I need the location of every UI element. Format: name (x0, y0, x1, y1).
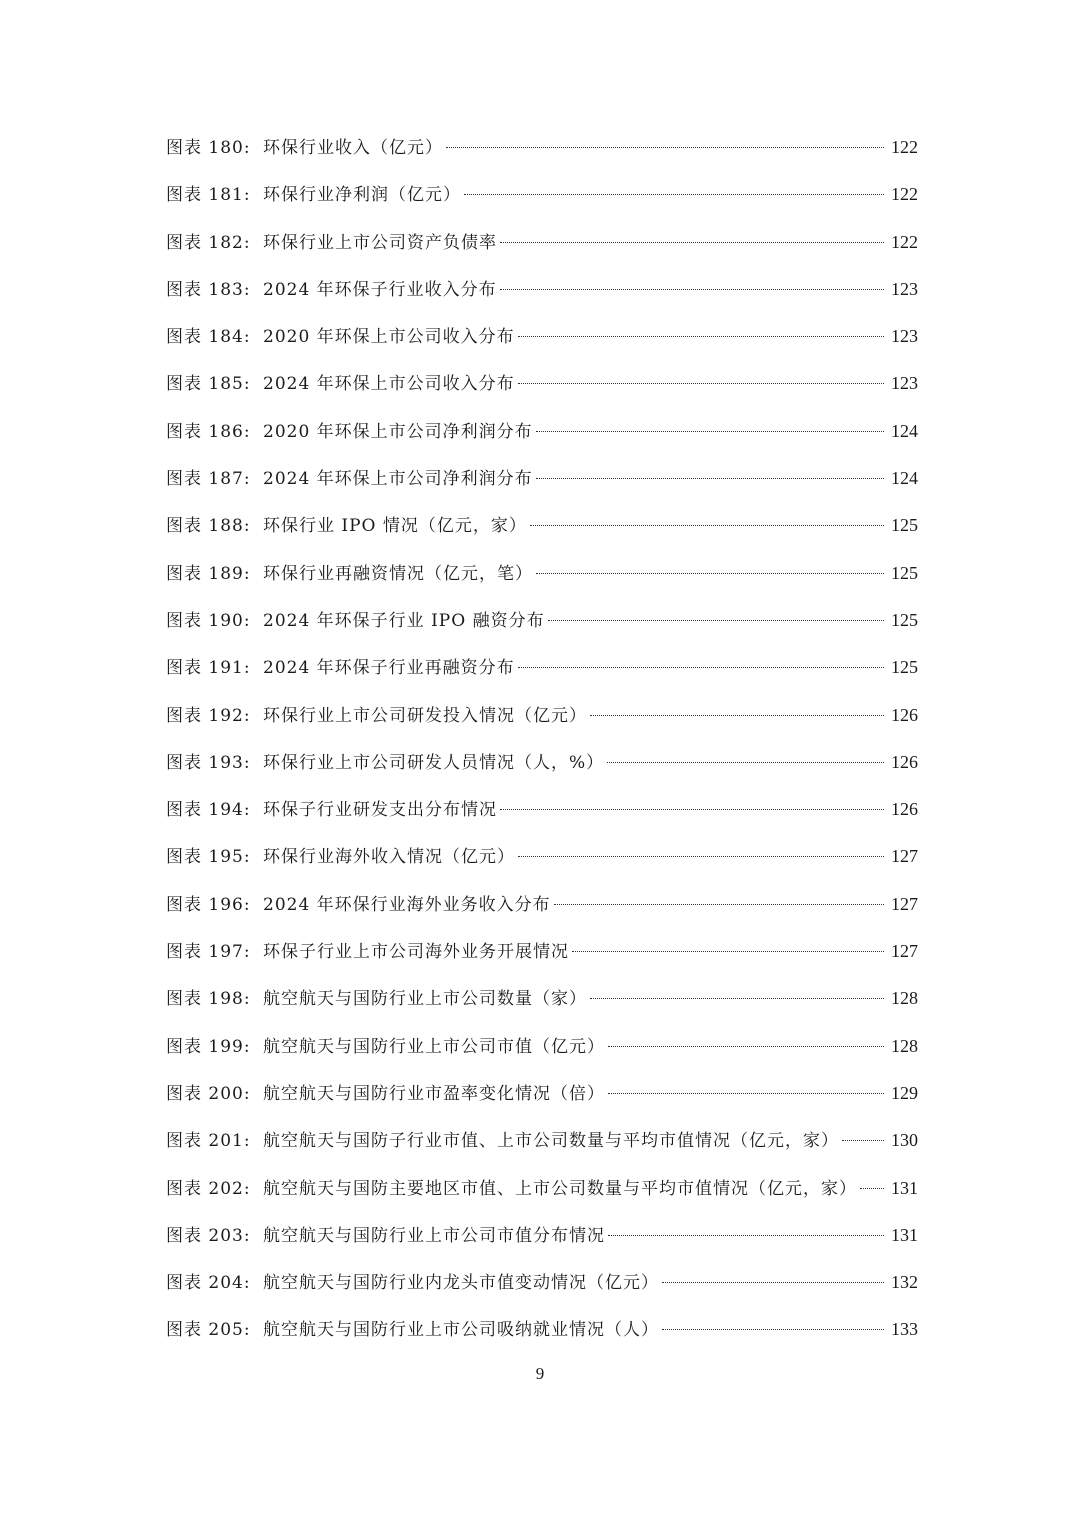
toc-entry-label: 图表 197: (166, 942, 251, 963)
toc-entry[interactable] (166, 1121, 918, 1168)
toc-entry-label: 图表 203: (166, 1225, 251, 1246)
toc-entry[interactable] (166, 743, 918, 790)
toc-entry-page: 125 (891, 609, 918, 630)
toc-entry-title: 环保行业收入（亿元） (263, 138, 443, 158)
toc-entry-label: 图表 196: (166, 894, 251, 915)
toc-entry-title: 航空航天与国防行业上市公司吸纳就业情况（人） (263, 1320, 659, 1341)
toc-entry-title: 环保子行业研发支出分布情况 (263, 800, 497, 821)
toc-entry-title: 环保行业上市公司资产负债率 (263, 232, 497, 253)
toc-entry-page: 127 (891, 893, 918, 914)
toc-entry[interactable] (166, 932, 918, 979)
toc-entry-label: 图表 184: (166, 327, 251, 348)
dot-leader (590, 715, 884, 716)
dot-leader (500, 289, 884, 290)
toc-entry-label: 图表 198: (166, 989, 251, 1010)
toc-entry-label: 图表 202: (166, 1178, 251, 1199)
toc-entry-page: 122 (891, 137, 918, 157)
toc-entry[interactable] (166, 128, 918, 175)
toc-entry-label: 图表 205: (166, 1320, 251, 1341)
dot-leader (536, 478, 884, 479)
toc-entry[interactable] (166, 648, 918, 695)
toc-entry-title: 2024 年环保子行业 IPO 融资分布 (263, 610, 545, 631)
toc-entry-label: 图表 192: (166, 705, 251, 726)
dot-leader (548, 620, 884, 621)
toc-entry-page: 127 (891, 846, 918, 867)
table-of-figures (166, 128, 918, 1358)
toc-entry-label: 图表 193: (166, 752, 251, 773)
toc-entry-label: 图表 188: (166, 516, 251, 537)
toc-entry-page: 126 (891, 704, 918, 725)
toc-entry-title: 航空航天与国防行业市盈率变化情况（倍） (263, 1083, 605, 1104)
toc-entry-label: 图表 195: (166, 847, 251, 868)
toc-entry-title: 2024 年环保子行业收入分布 (263, 279, 497, 300)
toc-entry-title: 2020 年环保上市公司净利润分布 (263, 421, 533, 442)
toc-entry-label: 图表 185: (166, 374, 251, 395)
toc-entry-page: 125 (891, 515, 918, 536)
toc-entry-title: 环保行业海外收入情况（亿元） (263, 847, 515, 868)
toc-entry-title: 航空航天与国防行业上市公司市值（亿元） (263, 1036, 605, 1057)
dot-leader (607, 762, 884, 763)
toc-entry[interactable] (166, 175, 918, 222)
toc-entry-page: 131 (891, 1224, 918, 1245)
toc-entry[interactable] (166, 364, 918, 411)
toc-entry[interactable] (166, 317, 918, 364)
toc-entry-page: 127 (891, 941, 918, 962)
toc-entry-page: 133 (891, 1319, 918, 1340)
toc-entry-title: 环保行业再融资情况（亿元，笔） (263, 563, 533, 584)
dot-leader (590, 998, 884, 999)
toc-entry-page: 126 (891, 751, 918, 772)
toc-entry-label: 图表 200: (166, 1083, 251, 1104)
toc-entry[interactable] (166, 1216, 918, 1263)
toc-entry-title: 航空航天与国防子行业市值、上市公司数量与平均市值情况（亿元，家） (263, 1131, 839, 1152)
toc-entry-label: 图表 180: (166, 138, 251, 158)
toc-entry[interactable] (166, 223, 918, 270)
toc-entry-page: 125 (891, 562, 918, 583)
toc-entry-page: 123 (891, 373, 918, 394)
dot-leader (518, 383, 884, 384)
toc-entry-title: 2024 年环保上市公司收入分布 (263, 374, 515, 395)
dot-leader (608, 1093, 884, 1094)
toc-entry-label: 图表 204: (166, 1273, 251, 1294)
toc-entry[interactable] (166, 837, 918, 884)
toc-entry-label: 图表 201: (166, 1131, 251, 1152)
toc-entry-page: 132 (891, 1272, 918, 1293)
dot-leader (608, 1235, 884, 1236)
dot-leader (608, 1046, 884, 1047)
toc-entry-title: 2024 年环保子行业再融资分布 (263, 658, 515, 679)
toc-entry-page: 126 (891, 799, 918, 820)
toc-entry-label: 图表 183: (166, 279, 251, 300)
toc-entry-label: 图表 187: (166, 469, 251, 490)
dot-leader (446, 147, 884, 148)
toc-entry-label: 图表 199: (166, 1036, 251, 1057)
toc-entry-label: 图表 194: (166, 800, 251, 821)
toc-entry-title: 2024 年环保上市公司净利润分布 (263, 469, 533, 490)
dot-leader (518, 336, 884, 337)
toc-entry-label: 图表 190: (166, 610, 251, 631)
toc-entry-page: 124 (891, 420, 918, 441)
toc-entry-page: 128 (891, 988, 918, 1009)
dot-leader (518, 856, 884, 857)
toc-entry-title: 航空航天与国防主要地区市值、上市公司数量与平均市值情况（亿元，家） (263, 1178, 857, 1199)
dot-leader (464, 194, 884, 195)
dot-leader (518, 667, 884, 668)
toc-entry[interactable] (166, 270, 918, 317)
toc-entry-title: 环保行业 IPO 情况（亿元，家） (263, 516, 527, 537)
toc-entry[interactable] (166, 1263, 918, 1310)
toc-entry-page: 124 (891, 468, 918, 489)
toc-entry[interactable] (166, 412, 918, 459)
toc-entry-title: 2020 年环保上市公司收入分布 (263, 327, 515, 348)
toc-entry[interactable] (166, 1310, 918, 1357)
toc-entry-label: 图表 182: (166, 232, 251, 253)
dot-leader (572, 951, 884, 952)
dot-leader (530, 525, 884, 526)
toc-entry-label: 图表 181: (166, 185, 251, 206)
dot-leader (842, 1140, 884, 1141)
toc-entry-page: 129 (891, 1082, 918, 1103)
toc-entry[interactable] (166, 1169, 918, 1216)
dot-leader (662, 1329, 884, 1330)
dot-leader (536, 573, 884, 574)
toc-entry-title: 航空航天与国防行业上市公司市值分布情况 (263, 1225, 605, 1246)
toc-entry[interactable] (166, 554, 918, 601)
toc-entry[interactable] (166, 506, 918, 553)
toc-entry-page: 123 (891, 278, 918, 299)
toc-entry-page: 125 (891, 657, 918, 678)
toc-entry-title: 2024 年环保行业海外业务收入分布 (263, 894, 551, 915)
toc-entry-label: 图表 191: (166, 658, 251, 679)
toc-entry[interactable] (166, 1074, 918, 1121)
toc-entry-label: 图表 186: (166, 421, 251, 442)
toc-entry-page: 122 (891, 184, 918, 205)
dot-leader (860, 1188, 884, 1189)
toc-entry-page: 128 (891, 1035, 918, 1056)
toc-entry-page: 131 (891, 1177, 918, 1198)
toc-entry-title: 环保行业上市公司研发投入情况（亿元） (263, 705, 587, 726)
toc-entry[interactable] (166, 1027, 918, 1074)
toc-entry[interactable] (166, 885, 918, 932)
toc-entry[interactable] (166, 696, 918, 743)
toc-entry-title: 环保行业净利润（亿元） (263, 185, 461, 206)
toc-entry-title: 航空航天与国防行业上市公司数量（家） (263, 989, 587, 1010)
dot-leader (536, 431, 884, 432)
toc-entry-title: 环保行业上市公司研发人员情况（人，%） (263, 752, 605, 773)
toc-entry[interactable] (166, 459, 918, 506)
toc-entry-page: 130 (891, 1130, 918, 1151)
dot-leader (500, 809, 884, 810)
toc-entry-page: 123 (891, 326, 918, 347)
toc-entry-title: 航空航天与国防行业内龙头市值变动情况（亿元） (263, 1273, 659, 1294)
dot-leader (554, 904, 884, 905)
toc-entry-page: 122 (891, 231, 918, 252)
toc-entry[interactable] (166, 979, 918, 1026)
dot-leader (662, 1282, 884, 1283)
page-number: 9 (535, 1364, 545, 1383)
toc-entry[interactable] (166, 790, 918, 837)
toc-entry-label: 图表 189: (166, 563, 251, 584)
toc-entry-title: 环保子行业上市公司海外业务开展情况 (263, 942, 569, 963)
toc-entry[interactable] (166, 601, 918, 648)
dot-leader (500, 242, 884, 243)
